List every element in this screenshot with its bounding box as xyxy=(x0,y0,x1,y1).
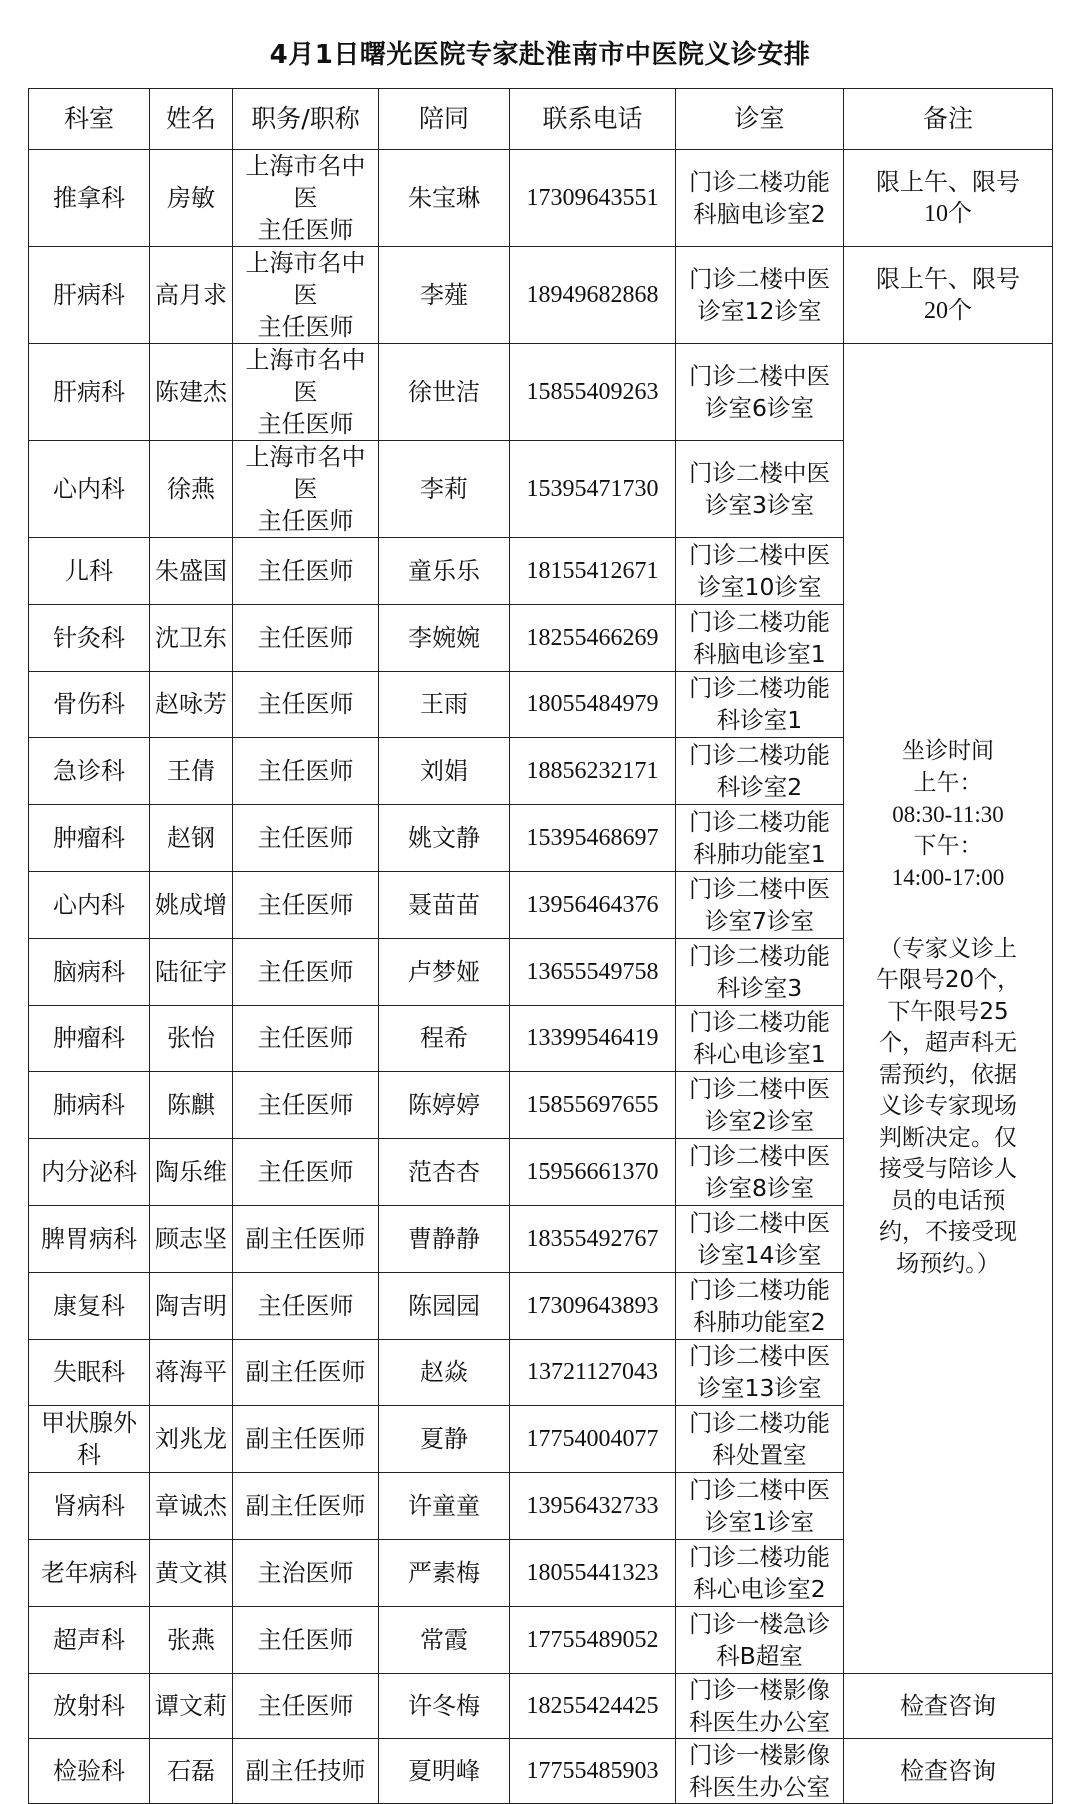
position-line1: 上海市名中医 xyxy=(245,152,366,212)
room-line2: 诊室12诊室 xyxy=(697,297,822,325)
schedule-table xyxy=(28,88,1053,1804)
note-cell xyxy=(844,247,1053,344)
position-cell xyxy=(233,738,379,805)
escort-cell: 刘娟 xyxy=(379,738,510,805)
room-cell xyxy=(676,871,844,938)
header-note: 备注 xyxy=(844,89,1053,150)
position-line1: 副主任医师 xyxy=(245,1425,366,1454)
position-cell xyxy=(233,1539,379,1606)
dept-cell: 肝病科 xyxy=(29,247,150,344)
room-line2: 科肺功能室2 xyxy=(693,1307,826,1336)
note-line1: 检查咨询 xyxy=(900,1756,996,1785)
position-line1: 主治医师 xyxy=(257,1558,354,1587)
dept-cell: 儿科 xyxy=(29,538,150,605)
name-cell: 顾志坚 xyxy=(150,1205,233,1272)
position-cell xyxy=(233,1005,379,1072)
name-cell: 黄文祺 xyxy=(150,1539,233,1606)
room-line1: 门诊二楼功能 xyxy=(689,674,830,703)
phone-cell: 13655549758 xyxy=(510,938,676,1005)
position-line1: 主任医师 xyxy=(257,1625,354,1654)
position-line1: 副主任医师 xyxy=(245,1358,366,1387)
escort-cell: 许冬梅 xyxy=(379,1673,510,1738)
name-cell: 张燕 xyxy=(150,1606,233,1673)
name-cell: 徐燕 xyxy=(150,441,233,538)
room-line2: 科脑电诊室1 xyxy=(693,639,826,668)
phone-cell: 15855409263 xyxy=(510,344,676,441)
room-cell xyxy=(676,441,844,538)
room-line2: 科诊室2 xyxy=(716,773,803,802)
room-line1: 门诊二楼中医 xyxy=(689,1208,830,1237)
room-line1: 门诊二楼中医 xyxy=(689,1075,830,1104)
room-cell xyxy=(676,805,844,872)
room-cell xyxy=(676,1473,844,1540)
room-line2: 科诊室1 xyxy=(716,706,803,735)
note-cell xyxy=(844,1738,1053,1803)
room-cell xyxy=(676,1205,844,1272)
note-line2: 20个 xyxy=(924,298,972,324)
phone-cell: 15855697655 xyxy=(510,1072,676,1139)
escort-cell: 曹静静 xyxy=(379,1205,510,1272)
phone-cell: 18949682868 xyxy=(510,247,676,344)
phone-cell: 18255466269 xyxy=(510,604,676,671)
room-cell xyxy=(676,1339,844,1406)
room-line1: 门诊二楼功能 xyxy=(689,168,830,196)
dept-cell: 内分泌科 xyxy=(29,1139,150,1206)
phone-cell: 18055441323 xyxy=(510,1539,676,1606)
room-line1: 门诊二楼中医 xyxy=(689,540,830,569)
position-cell xyxy=(233,1339,379,1406)
phone-cell: 18155412671 xyxy=(510,538,676,605)
name-cell: 陶吉明 xyxy=(150,1272,233,1339)
position-line1: 主任医师 xyxy=(257,1091,354,1120)
room-line1: 门诊二楼功能 xyxy=(689,607,830,636)
escort-cell: 童乐乐 xyxy=(379,538,510,605)
note-line2: 10个 xyxy=(924,201,972,227)
escort-cell: 李婉婉 xyxy=(379,604,510,671)
position-cell xyxy=(233,1072,379,1139)
position-line1: 主任医师 xyxy=(257,824,354,853)
header-title: 职务/职称 xyxy=(233,89,379,150)
phone-cell: 18355492767 xyxy=(510,1205,676,1272)
position-cell xyxy=(233,604,379,671)
escort-cell: 常霞 xyxy=(379,1606,510,1673)
page-title: 4月1日曙光医院专家赴淮南市中医院义诊安排 xyxy=(269,40,811,70)
room-line1: 门诊二楼中医 xyxy=(689,874,830,903)
name-cell: 陆征宇 xyxy=(150,938,233,1005)
room-cell xyxy=(676,671,844,738)
name-cell: 石磊 xyxy=(150,1738,233,1803)
dept-cell: 肿瘤科 xyxy=(29,1005,150,1072)
room-line1: 门诊一楼影像 xyxy=(689,1740,830,1769)
position-line1: 主任医师 xyxy=(257,690,354,719)
phone-cell: 13956432733 xyxy=(510,1473,676,1540)
escort-cell: 陈园园 xyxy=(379,1272,510,1339)
room-line1: 门诊二楼功能 xyxy=(689,741,830,770)
phone-cell: 18055484979 xyxy=(510,671,676,738)
escort-cell: 朱宝琳 xyxy=(379,150,510,247)
position-line1: 副主任医师 xyxy=(245,1492,366,1521)
table-row xyxy=(29,150,1053,247)
dept-cell: 放射科 xyxy=(29,1673,150,1738)
room-cell xyxy=(676,1606,844,1673)
room-line2: 诊室6诊室 xyxy=(705,394,814,422)
room-cell xyxy=(676,538,844,605)
schedule-l2: 上午： xyxy=(913,769,983,796)
room-cell xyxy=(676,150,844,247)
room-line1: 门诊二楼功能 xyxy=(689,1008,830,1037)
room-line2: 科心电诊室1 xyxy=(693,1040,826,1069)
room-line1: 门诊二楼功能 xyxy=(689,808,830,837)
position-line1: 主任医师 xyxy=(257,957,354,986)
dept-cell: 脾胃病科 xyxy=(29,1205,150,1272)
notice-line-1: （专家义诊上 xyxy=(879,935,1017,962)
room-line2: 科诊室3 xyxy=(716,973,803,1002)
position-line2: 主任医师 xyxy=(257,410,354,438)
position-cell xyxy=(233,538,379,605)
room-line2: 诊室13诊室 xyxy=(697,1374,822,1403)
room-line2: 诊室10诊室 xyxy=(697,572,822,601)
schedule-l5: 14:00-17:00 xyxy=(891,865,1005,891)
note-line1: 限上午、限号 xyxy=(876,168,1020,196)
room-cell xyxy=(676,1406,844,1473)
notice-line-3: 下午限号25 xyxy=(887,998,1009,1025)
room-line1: 门诊二楼功能 xyxy=(689,1542,830,1571)
escort-cell: 姚文静 xyxy=(379,805,510,872)
position-cell xyxy=(233,805,379,872)
position-cell xyxy=(233,150,379,247)
room-line2: 科肺功能室1 xyxy=(693,840,826,869)
escort-cell: 徐世洁 xyxy=(379,344,510,441)
dept-cell: 肝病科 xyxy=(29,344,150,441)
dept-cell: 心内科 xyxy=(29,871,150,938)
phone-cell: 18856232171 xyxy=(510,738,676,805)
escort-cell: 夏明峰 xyxy=(379,1738,510,1803)
schedule-l1: 坐诊时间 xyxy=(902,738,994,765)
position-cell xyxy=(233,671,379,738)
position-line1: 主任医师 xyxy=(257,890,354,919)
table-row xyxy=(29,1673,1053,1738)
notice-line-4: 个，超声科无 xyxy=(879,1030,1017,1057)
phone-cell: 13399546419 xyxy=(510,1005,676,1072)
position-line1: 主任医师 xyxy=(257,1691,354,1720)
phone-cell: 15395468697 xyxy=(510,805,676,872)
header-escort: 陪同 xyxy=(379,89,510,150)
dept-cell: 超声科 xyxy=(29,1606,150,1673)
room-cell xyxy=(676,247,844,344)
dept-cell: 老年病科 xyxy=(29,1539,150,1606)
phone-cell: 17754004077 xyxy=(510,1406,676,1473)
escort-cell: 赵焱 xyxy=(379,1339,510,1406)
phone-cell: 15956661370 xyxy=(510,1139,676,1206)
room-line1: 门诊二楼中医 xyxy=(689,1342,830,1371)
position-line2: 主任医师 xyxy=(257,313,354,341)
schedule-l3: 08:30-11:30 xyxy=(892,802,1004,828)
room-line2: 科心电诊室2 xyxy=(693,1574,826,1603)
dept-cell: 脑病科 xyxy=(29,938,150,1005)
name-cell: 张怡 xyxy=(150,1005,233,1072)
room-cell xyxy=(676,1673,844,1738)
name-cell: 沈卫东 xyxy=(150,604,233,671)
name-cell: 高月求 xyxy=(150,247,233,344)
position-line2: 主任医师 xyxy=(257,507,354,535)
dept-cell: 甲状腺外科 xyxy=(29,1406,150,1473)
dept-cell: 检验科 xyxy=(29,1738,150,1803)
position-line2: 主任医师 xyxy=(257,216,354,244)
phone-cell: 17755489052 xyxy=(510,1606,676,1673)
room-cell xyxy=(676,344,844,441)
dept-cell: 肺病科 xyxy=(29,1072,150,1139)
position-line1: 主任医师 xyxy=(257,623,354,652)
room-cell xyxy=(676,1072,844,1139)
room-cell xyxy=(676,1272,844,1339)
room-line1: 门诊一楼急诊 xyxy=(689,1609,830,1638)
name-cell: 章诚杰 xyxy=(150,1473,233,1540)
escort-cell: 李莉 xyxy=(379,441,510,538)
header-name: 姓名 xyxy=(150,89,233,150)
room-line2: 诊室1诊室 xyxy=(705,1508,814,1537)
room-cell xyxy=(676,1005,844,1072)
dept-cell: 针灸科 xyxy=(29,604,150,671)
phone-cell: 13721127043 xyxy=(510,1339,676,1406)
room-line2: 科医生办公室 xyxy=(689,1772,830,1801)
position-cell xyxy=(233,1205,379,1272)
name-cell: 陈建杰 xyxy=(150,344,233,441)
room-line2: 诊室14诊室 xyxy=(697,1240,822,1269)
escort-cell: 范杏杏 xyxy=(379,1139,510,1206)
dept-cell: 骨伤科 xyxy=(29,671,150,738)
notice-line-7: 判断决定。仅 xyxy=(879,1124,1017,1151)
note-line1: 检查咨询 xyxy=(900,1691,996,1720)
position-line1: 上海市名中医 xyxy=(245,346,366,406)
position-line1: 主任医师 xyxy=(257,1158,354,1187)
phone-cell: 17309643551 xyxy=(510,150,676,247)
notice-line-10: 约，不接受现 xyxy=(879,1219,1017,1246)
room-line2: 诊室2诊室 xyxy=(705,1107,814,1136)
room-line1: 门诊一楼影像 xyxy=(689,1675,830,1704)
phone-cell: 17309643893 xyxy=(510,1272,676,1339)
position-cell xyxy=(233,1406,379,1473)
room-cell xyxy=(676,738,844,805)
name-cell: 朱盛国 xyxy=(150,538,233,605)
escort-cell: 李薤 xyxy=(379,247,510,344)
note-line1: 限上午、限号 xyxy=(876,265,1020,293)
dept-cell: 肿瘤科 xyxy=(29,805,150,872)
merged-note-cell xyxy=(844,344,1053,1674)
schedule-l4: 下午： xyxy=(913,832,983,859)
header-dept: 科室 xyxy=(29,89,150,150)
notice-line-8: 接受与陪诊人 xyxy=(879,1156,1017,1183)
position-cell xyxy=(233,1606,379,1673)
dept-cell: 肾病科 xyxy=(29,1473,150,1540)
note-cell xyxy=(844,1673,1053,1738)
notice-line-2: 午限号20个， xyxy=(875,967,1021,994)
header-room: 诊室 xyxy=(676,89,844,150)
escort-cell: 聂苗苗 xyxy=(379,871,510,938)
header-phone: 联系电话 xyxy=(510,89,676,150)
room-line2: 科处置室 xyxy=(712,1441,807,1470)
position-line1: 上海市名中医 xyxy=(245,443,366,503)
room-line2: 诊室8诊室 xyxy=(705,1174,814,1203)
room-line1: 门诊二楼功能 xyxy=(689,1275,830,1304)
room-line1: 门诊二楼中医 xyxy=(689,459,830,487)
position-cell xyxy=(233,871,379,938)
notice-line-11: 场预约。） xyxy=(896,1250,1000,1277)
phone-cell: 13956464376 xyxy=(510,871,676,938)
escort-cell: 陈婷婷 xyxy=(379,1072,510,1139)
phone-cell: 15395471730 xyxy=(510,441,676,538)
escort-cell: 许童童 xyxy=(379,1473,510,1540)
escort-cell: 王雨 xyxy=(379,671,510,738)
dept-cell: 急诊科 xyxy=(29,738,150,805)
notice-line-9: 员的电话预 xyxy=(890,1187,1006,1214)
position-cell xyxy=(233,441,379,538)
notice-line-6: 义诊专家现场 xyxy=(879,1093,1017,1120)
dept-cell: 心内科 xyxy=(29,441,150,538)
escort-cell: 卢梦娅 xyxy=(379,938,510,1005)
name-cell: 赵钢 xyxy=(150,805,233,872)
table-row xyxy=(29,1738,1053,1803)
room-line1: 门诊二楼中医 xyxy=(689,265,830,293)
position-line1: 主任医师 xyxy=(257,1291,354,1320)
phone-cell: 17755485903 xyxy=(510,1738,676,1803)
position-cell xyxy=(233,1673,379,1738)
name-cell: 陈麒 xyxy=(150,1072,233,1139)
notice-line-5: 需预约，依据 xyxy=(879,1061,1017,1088)
room-line2: 科医生办公室 xyxy=(689,1707,830,1736)
position-line1: 主任医师 xyxy=(257,1024,354,1053)
name-cell: 陶乐维 xyxy=(150,1139,233,1206)
position-line1: 主任医师 xyxy=(257,556,354,585)
name-cell: 姚成增 xyxy=(150,871,233,938)
position-cell xyxy=(233,1272,379,1339)
escort-cell: 程希 xyxy=(379,1005,510,1072)
dept-cell: 失眠科 xyxy=(29,1339,150,1406)
name-cell: 谭文莉 xyxy=(150,1673,233,1738)
name-cell: 蒋海平 xyxy=(150,1339,233,1406)
name-cell: 赵咏芳 xyxy=(150,671,233,738)
room-line1: 门诊二楼中医 xyxy=(689,1476,830,1505)
position-cell xyxy=(233,344,379,441)
name-cell: 王倩 xyxy=(150,738,233,805)
room-cell xyxy=(676,1738,844,1803)
room-cell xyxy=(676,938,844,1005)
room-cell xyxy=(676,1139,844,1206)
name-cell: 刘兆龙 xyxy=(150,1406,233,1473)
dept-cell: 康复科 xyxy=(29,1272,150,1339)
room-line1: 门诊二楼功能 xyxy=(689,941,830,970)
room-line2: 诊室3诊室 xyxy=(705,491,814,519)
room-line2: 诊室7诊室 xyxy=(705,906,814,935)
position-cell xyxy=(233,1738,379,1803)
escort-cell: 夏静 xyxy=(379,1406,510,1473)
position-line1: 上海市名中医 xyxy=(245,249,366,309)
note-cell xyxy=(844,150,1053,247)
room-line1: 门诊二楼中医 xyxy=(689,1142,830,1171)
position-cell xyxy=(233,1473,379,1540)
header-row xyxy=(29,89,1053,150)
position-line1: 主任医师 xyxy=(257,757,354,786)
position-line1: 副主任医师 xyxy=(245,1224,366,1253)
dept-cell: 推拿科 xyxy=(29,150,150,247)
table-row xyxy=(29,344,1053,441)
room-cell xyxy=(676,1539,844,1606)
escort-cell: 严素梅 xyxy=(379,1539,510,1606)
room-line1: 门诊二楼功能 xyxy=(689,1409,830,1438)
room-line2: 科脑电诊室2 xyxy=(693,200,826,228)
position-line1: 副主任技师 xyxy=(245,1756,366,1785)
room-cell xyxy=(676,604,844,671)
room-line1: 门诊二楼中医 xyxy=(689,362,830,390)
position-cell xyxy=(233,247,379,344)
position-cell xyxy=(233,938,379,1005)
name-cell: 房敏 xyxy=(150,150,233,247)
table-row xyxy=(29,247,1053,344)
room-line2: 科B超室 xyxy=(716,1641,803,1670)
phone-cell: 18255424425 xyxy=(510,1673,676,1738)
position-cell xyxy=(233,1139,379,1206)
